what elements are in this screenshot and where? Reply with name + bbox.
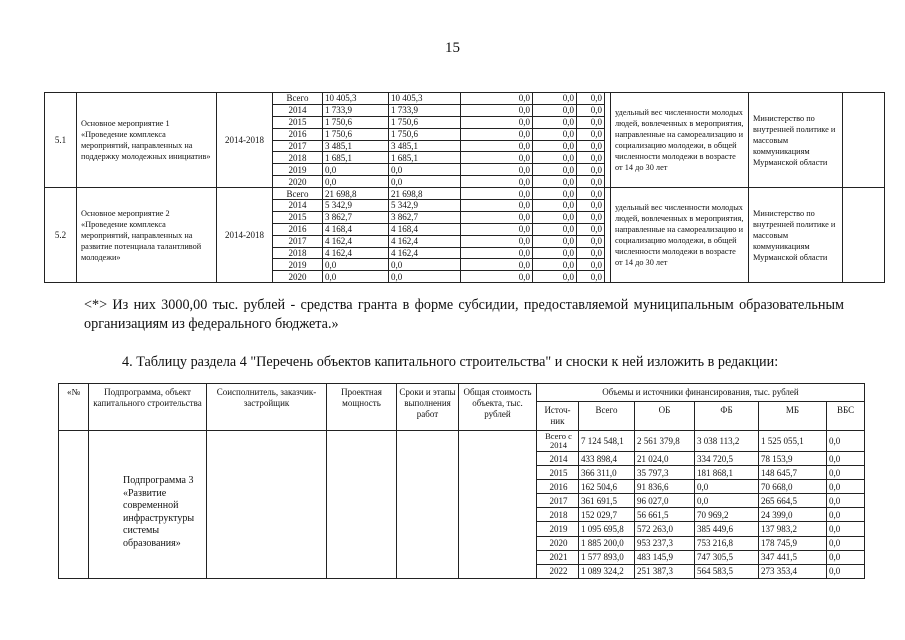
- value-total: 10 405,3: [323, 93, 389, 105]
- header-fb: ФБ: [695, 402, 759, 431]
- value-budget-1: 0,0: [389, 259, 461, 271]
- value-ob: 953 237,3: [635, 536, 695, 550]
- value-total: 1 577 893,0: [579, 550, 635, 564]
- year-cell: 2017: [273, 235, 323, 247]
- value-budget-3: 0,0: [533, 128, 577, 140]
- value-total: 21 698,8: [323, 188, 389, 200]
- value-budget-4: 0,0: [577, 176, 605, 188]
- value-mb: 265 664,5: [759, 494, 827, 508]
- value-budget-4: 0,0: [577, 93, 605, 105]
- value-budget-1: 4 168,4: [389, 223, 461, 235]
- year-cell: 2017: [537, 494, 579, 508]
- value-budget-4: 0,0: [577, 211, 605, 223]
- header-terms: Сроки и этапы выполнения работ: [397, 384, 459, 431]
- value-vbs: 0,0: [827, 536, 865, 550]
- value-budget-2: 0,0: [461, 211, 533, 223]
- year-cell: 2018: [537, 508, 579, 522]
- year-cell: 2014: [273, 200, 323, 212]
- header-vbs: ВБС: [827, 402, 865, 431]
- value-ob: 56 661,5: [635, 508, 695, 522]
- year-cell: 2018: [273, 247, 323, 259]
- footnote: <*> Из них 3000,00 тыс. рублей - средства гранта в форме субсидии, предоставляемой муниципальным образовательным организациям из федерального бюджета.»: [84, 297, 844, 332]
- value-total: 5 342,9: [323, 200, 389, 212]
- measures-table: [44, 92, 885, 283]
- value-budget-1: 5 342,9: [389, 200, 461, 212]
- year-cell: 2015: [273, 116, 323, 128]
- value-budget-4: 0,0: [577, 271, 605, 283]
- year-cell: Всего: [273, 188, 323, 200]
- value-vbs: 0,0: [827, 494, 865, 508]
- year-cell: 2016: [273, 128, 323, 140]
- value-mb: 24 399,0: [759, 508, 827, 522]
- year-cell: 2019: [537, 522, 579, 536]
- value-total: 0,0: [323, 271, 389, 283]
- value-total: 3 485,1: [323, 140, 389, 152]
- value-fb: 70 969,2: [695, 508, 759, 522]
- value-mb: 70 668,0: [759, 480, 827, 494]
- subprogram-name: Подпрограмма 3 «Развитие современной инфраструктуры системы образования»: [89, 431, 207, 579]
- year-cell: 2021: [537, 550, 579, 564]
- year-cell: 2018: [273, 152, 323, 164]
- value-budget-4: 0,0: [577, 152, 605, 164]
- year-cell: 2014: [273, 104, 323, 116]
- value-total: 366 311,0: [579, 466, 635, 480]
- value-total: 1 885 200,0: [579, 536, 635, 550]
- value-budget-4: 0,0: [577, 188, 605, 200]
- section-heading: 4. Таблицу раздела 4 "Перечень объектов капитального строительства" и сноски к ней изложить в редакции:: [122, 354, 779, 370]
- value-total: 0,0: [323, 259, 389, 271]
- value-mb: 137 983,2: [759, 522, 827, 536]
- value-ob: 35 797,3: [635, 466, 695, 480]
- value-budget-1: 0,0: [389, 176, 461, 188]
- year-cell: 2020: [273, 176, 323, 188]
- value-total: 361 691,5: [579, 494, 635, 508]
- value-vbs: 0,0: [827, 550, 865, 564]
- value-fb: 334 720,5: [695, 452, 759, 466]
- value-budget-2: 0,0: [461, 128, 533, 140]
- executor-text: Министерство по внутренней политике и массовым коммуникациям Мурманской области: [749, 93, 843, 188]
- value-budget-3: 0,0: [533, 200, 577, 212]
- value-budget-4: 0,0: [577, 164, 605, 176]
- value-mb: 1 525 055,1: [759, 431, 827, 452]
- value-total: 1 685,1: [323, 152, 389, 164]
- measure-period: 2014-2018: [217, 188, 273, 283]
- value-budget-2: 0,0: [461, 223, 533, 235]
- table-row: [45, 188, 885, 200]
- header-mb: МБ: [759, 402, 827, 431]
- value-budget-4: 0,0: [577, 223, 605, 235]
- value-total: 433 898,4: [579, 452, 635, 466]
- value-total: 1 095 695,8: [579, 522, 635, 536]
- row-num: [59, 431, 89, 579]
- year-cell: 2020: [537, 536, 579, 550]
- value-budget-1: 4 162,4: [389, 247, 461, 259]
- value-budget-2: 0,0: [461, 152, 533, 164]
- value-budget-3: 0,0: [533, 176, 577, 188]
- value-total: 162 504,6: [579, 480, 635, 494]
- value-budget-1: 1 750,6: [389, 128, 461, 140]
- header-capacity: Проектная мощность: [327, 384, 397, 431]
- value-mb: 273 353,4: [759, 564, 827, 578]
- value-budget-3: 0,0: [533, 104, 577, 116]
- measure-name: Основное мероприятие 2 «Проведение комплекса мероприятий, направленных на развитие потенциала талантливой молодежи»: [77, 188, 217, 283]
- value-budget-1: 0,0: [389, 271, 461, 283]
- value-total: 1 750,6: [323, 128, 389, 140]
- value-budget-1: 0,0: [389, 164, 461, 176]
- terms-cell: [397, 431, 459, 579]
- value-total: 1 750,6: [323, 116, 389, 128]
- value-budget-1: 10 405,3: [389, 93, 461, 105]
- page-number: 15: [445, 40, 460, 56]
- value-ob: 483 145,9: [635, 550, 695, 564]
- value-budget-2: 0,0: [461, 247, 533, 259]
- value-total: 0,0: [323, 176, 389, 188]
- value-budget-1: 3 485,1: [389, 140, 461, 152]
- capital-construction-table: [58, 383, 865, 579]
- value-budget-4: 0,0: [577, 104, 605, 116]
- value-budget-2: 0,0: [461, 116, 533, 128]
- value-mb: 148 645,7: [759, 466, 827, 480]
- value-total: 152 029,7: [579, 508, 635, 522]
- year-cell: 2020: [273, 271, 323, 283]
- measure-id: 5.1: [45, 93, 77, 188]
- value-budget-3: 0,0: [533, 188, 577, 200]
- measure-period: 2014-2018: [217, 93, 273, 188]
- value-ob: 251 387,3: [635, 564, 695, 578]
- value-total: 4 162,4: [323, 247, 389, 259]
- value-budget-2: 0,0: [461, 271, 533, 283]
- header-coexecutor: Соисполнитель, заказчик-застройщик: [207, 384, 327, 431]
- value-budget-4: 0,0: [577, 116, 605, 128]
- value-vbs: 0,0: [827, 522, 865, 536]
- value-vbs: 0,0: [827, 452, 865, 466]
- year-cell: 2019: [273, 164, 323, 176]
- value-budget-3: 0,0: [533, 211, 577, 223]
- value-fb: 0,0: [695, 480, 759, 494]
- capacity-cell: [327, 431, 397, 579]
- value-vbs: 0,0: [827, 564, 865, 578]
- value-budget-4: 0,0: [577, 259, 605, 271]
- value-fb: 564 583,5: [695, 564, 759, 578]
- coexecutor-cell: [207, 431, 327, 579]
- value-budget-4: 0,0: [577, 140, 605, 152]
- value-budget-3: 0,0: [533, 259, 577, 271]
- header-subprogram: Подпрограмма, объект капитального строительства: [89, 384, 207, 431]
- table-row: [59, 431, 865, 452]
- value-mb: 178 745,9: [759, 536, 827, 550]
- value-budget-2: 0,0: [461, 235, 533, 247]
- empty-cell: [843, 93, 885, 188]
- value-budget-2: 0,0: [461, 200, 533, 212]
- value-budget-3: 0,0: [533, 116, 577, 128]
- year-cell: 2016: [537, 480, 579, 494]
- value-fb: 385 449,6: [695, 522, 759, 536]
- cost-cell: [459, 431, 537, 579]
- table-row: [45, 93, 885, 105]
- value-budget-3: 0,0: [533, 152, 577, 164]
- value-vbs: 0,0: [827, 508, 865, 522]
- value-budget-3: 0,0: [533, 164, 577, 176]
- value-total: 7 124 548,1: [579, 431, 635, 452]
- value-budget-2: 0,0: [461, 259, 533, 271]
- value-total: 1 089 324,2: [579, 564, 635, 578]
- value-total: 4 162,4: [323, 235, 389, 247]
- value-fb: 3 038 113,2: [695, 431, 759, 452]
- year-cell: 2015: [273, 211, 323, 223]
- value-vbs: 0,0: [827, 466, 865, 480]
- value-budget-2: 0,0: [461, 93, 533, 105]
- measure-id: 5.2: [45, 188, 77, 283]
- year-cell: 2019: [273, 259, 323, 271]
- value-ob: 21 024,0: [635, 452, 695, 466]
- value-budget-1: 21 698,8: [389, 188, 461, 200]
- value-budget-2: 0,0: [461, 140, 533, 152]
- year-cell: 2014: [537, 452, 579, 466]
- year-cell: 2022: [537, 564, 579, 578]
- value-budget-2: 0,0: [461, 188, 533, 200]
- value-budget-2: 0,0: [461, 176, 533, 188]
- year-cell: 2017: [273, 140, 323, 152]
- indicator-text: удельный вес численности молодых людей, вовлеченных в мероприятия, направленные на самореализацию и социализацию молодежи, в общей численности молодежи в возрасте от 14 до 30 лет: [611, 188, 749, 283]
- executor-text: Министерство по внутренней политике и массовым коммуникациям Мурманской области: [749, 188, 843, 283]
- value-budget-1: 1 733,9: [389, 104, 461, 116]
- value-ob: 572 263,0: [635, 522, 695, 536]
- header-ob: ОБ: [635, 402, 695, 431]
- value-budget-3: 0,0: [533, 93, 577, 105]
- measure-name: Основное мероприятие 1 «Проведение комплекса мероприятий, направленных на поддержку молодежных инициатив»: [77, 93, 217, 188]
- header-cost: Общая стоимость объекта, тыс. рублей: [459, 384, 537, 431]
- year-cell: 2015: [537, 466, 579, 480]
- value-ob: 96 027,0: [635, 494, 695, 508]
- value-fb: 0,0: [695, 494, 759, 508]
- value-budget-3: 0,0: [533, 140, 577, 152]
- value-vbs: 0,0: [827, 480, 865, 494]
- value-budget-4: 0,0: [577, 235, 605, 247]
- value-budget-4: 0,0: [577, 247, 605, 259]
- value-budget-4: 0,0: [577, 128, 605, 140]
- header-num: «№: [59, 384, 89, 431]
- value-budget-4: 0,0: [577, 200, 605, 212]
- value-fb: 753 216,8: [695, 536, 759, 550]
- value-mb: 347 441,5: [759, 550, 827, 564]
- value-total: 0,0: [323, 164, 389, 176]
- value-total: 1 733,9: [323, 104, 389, 116]
- value-budget-3: 0,0: [533, 247, 577, 259]
- value-fb: 747 305,5: [695, 550, 759, 564]
- header-total: Всего: [579, 402, 635, 431]
- value-ob: 2 561 379,8: [635, 431, 695, 452]
- value-budget-3: 0,0: [533, 235, 577, 247]
- year-cell: 2016: [273, 223, 323, 235]
- value-vbs: 0,0: [827, 431, 865, 452]
- value-budget-3: 0,0: [533, 223, 577, 235]
- value-ob: 91 836,6: [635, 480, 695, 494]
- value-total: 4 168,4: [323, 223, 389, 235]
- value-total: 3 862,7: [323, 211, 389, 223]
- value-budget-2: 0,0: [461, 164, 533, 176]
- header-funding: Объемы и источники финансирования, тыс. рублей: [537, 384, 865, 402]
- value-budget-1: 3 862,7: [389, 211, 461, 223]
- value-budget-3: 0,0: [533, 271, 577, 283]
- value-budget-2: 0,0: [461, 104, 533, 116]
- value-budget-1: 1 750,6: [389, 116, 461, 128]
- value-fb: 181 868,1: [695, 466, 759, 480]
- value-budget-1: 4 162,4: [389, 235, 461, 247]
- indicator-text: удельный вес численности молодых людей, вовлеченных в мероприятия, направленные на самореализацию и социализацию молодежи, в общей численности молодежи в возрасте от 14 до 30 лет: [611, 93, 749, 188]
- year-cell: Всего: [273, 93, 323, 105]
- year-cell: Всего с 2014: [537, 431, 579, 452]
- value-budget-1: 1 685,1: [389, 152, 461, 164]
- value-mb: 78 153,9: [759, 452, 827, 466]
- header-source: Источ-ник: [537, 402, 579, 431]
- empty-cell: [843, 188, 885, 283]
